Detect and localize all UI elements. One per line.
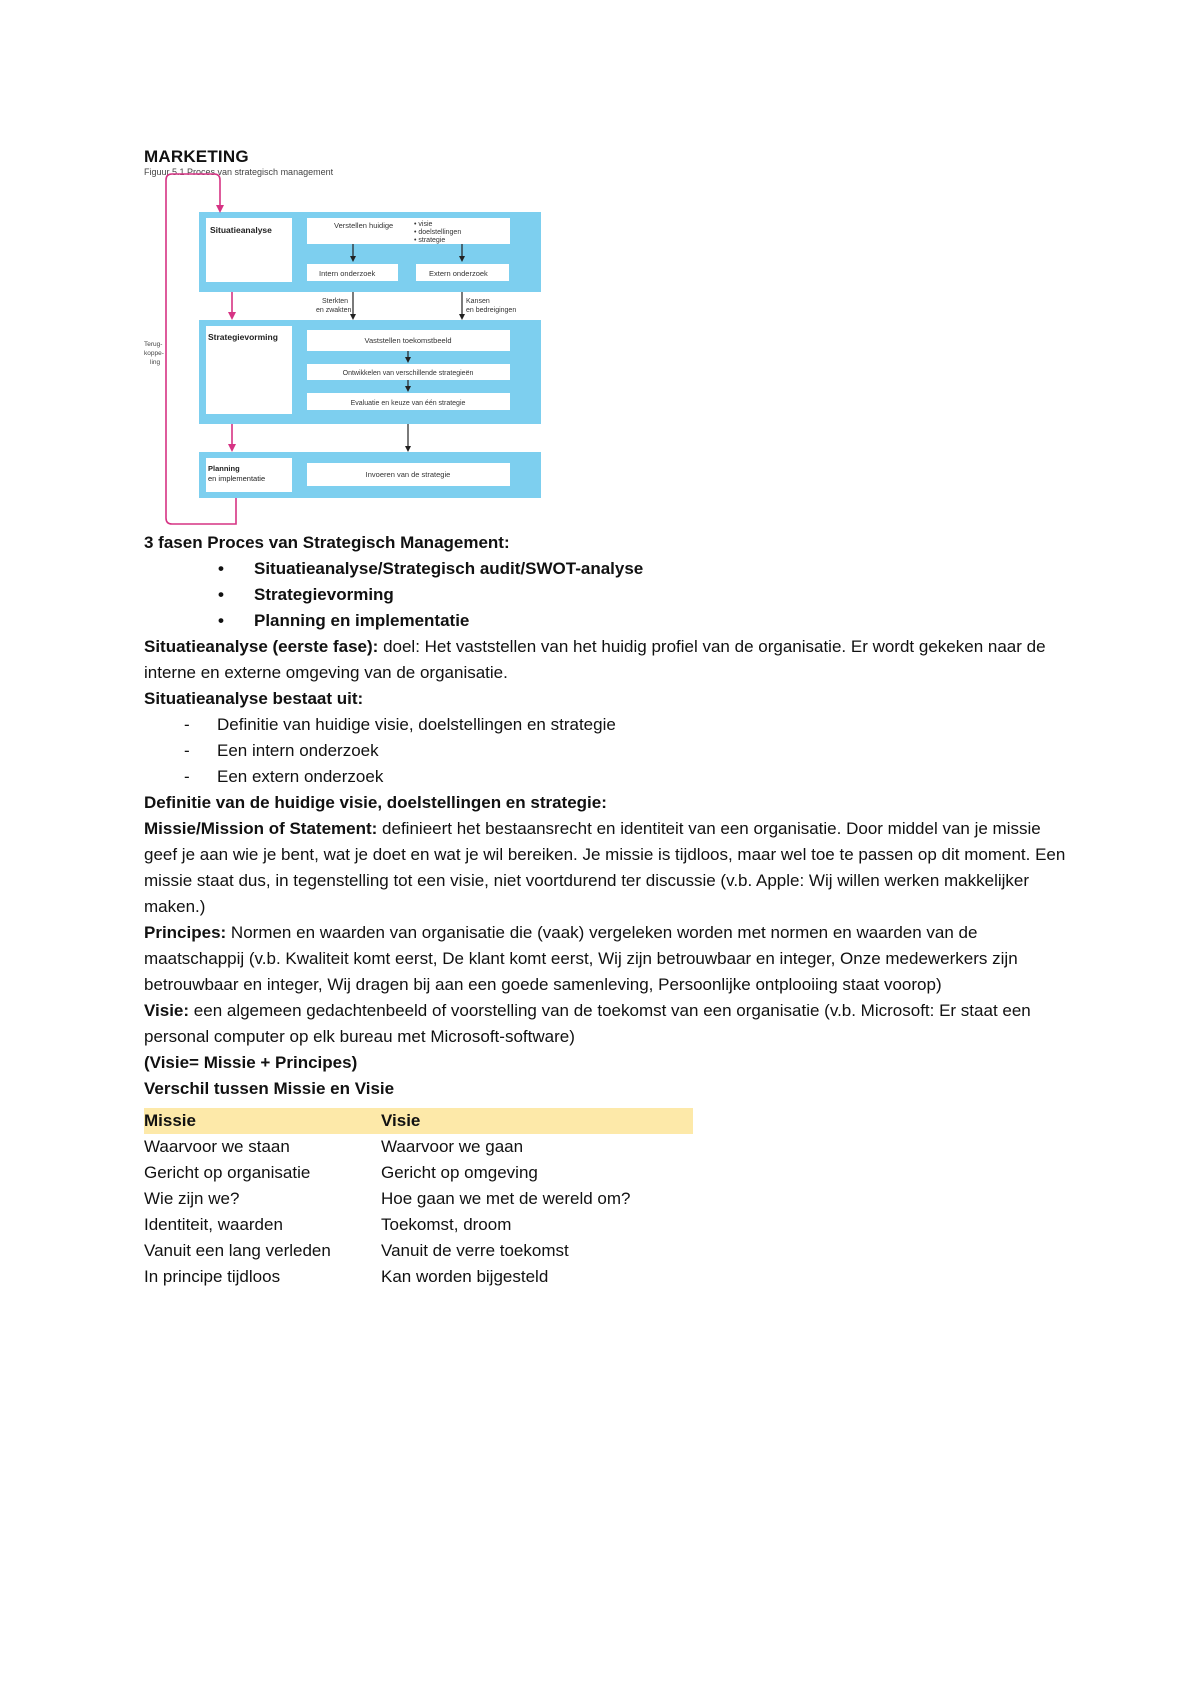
list-item: • Planning en implementatie bbox=[144, 608, 1074, 634]
box-item-strategie: • strategie bbox=[414, 237, 446, 244]
stage-situatieanalyse-label: Situatieanalyse bbox=[210, 225, 272, 235]
phases-list bbox=[144, 556, 1074, 634]
dash-icon: - bbox=[184, 767, 190, 786]
table-row: Wie zijn we? Hoe gaan we met de wereld om? bbox=[144, 1189, 631, 1208]
label-en-bedreigingen: en bedreigingen bbox=[466, 307, 517, 314]
stage-implementatie-label-line2: en implementatie bbox=[208, 474, 266, 483]
feedback-label-2: koppe- bbox=[144, 350, 164, 357]
components-heading: Situatieanalyse bestaat uit: bbox=[144, 689, 364, 708]
step-evaluatie-label: Evaluatie en keuze van één strategie bbox=[350, 400, 466, 407]
definitie-heading: Definitie van de huidige visie, doelstellingen en strategie: bbox=[144, 793, 607, 812]
figure-caption: Figuur 5.1 Proces van strategisch management bbox=[144, 167, 334, 177]
table-header-missie: Missie bbox=[144, 1108, 381, 1134]
feedback-label-3: ling bbox=[150, 359, 161, 366]
table-row: Gericht op organisatie Gericht op omgeving bbox=[144, 1163, 538, 1182]
list-item: - Een extern onderzoek bbox=[144, 764, 1074, 790]
feedback-label-1: Terug- bbox=[144, 341, 163, 348]
step-ontwikkelen-label: Ontwikkelen van verschillende strategieën bbox=[342, 370, 474, 377]
page-title: MARKETING bbox=[144, 147, 249, 166]
stage-strategievorming-label: Strategievorming bbox=[208, 332, 278, 342]
visie-paragraph: Visie: een algemeen gedachtenbeeld of voorstelling van de toekomst van een organisatie (v.b. Microsoft: Er staat een personal computer op elk bureau met Microsoft-software) bbox=[144, 1001, 1031, 1046]
table-header-visie: Visie bbox=[381, 1108, 693, 1134]
missie-paragraph: Missie/Mission of Statement: definieert het bestaansrecht en identiteit van een organisatie. Door middel van je missie geef je aan wie je bent, wat je doet en wat je wil bereiken. Je missie is tijdloos, maar wel toe te passen op dit moment. Een missie staat dus, in tegenstelling tot een visie, niet voortdurend ter discussie (v.b. Apple: Wij willen werken makkelijker maken.) bbox=[144, 819, 1066, 916]
dash-icon: - bbox=[184, 741, 190, 760]
bullet-icon: • bbox=[218, 585, 224, 604]
box-invoeren-label: Invoeren van de strategie bbox=[365, 470, 451, 479]
box-vaststellen-huidige-label: Verstellen huidige bbox=[334, 221, 394, 230]
missie-visie-table bbox=[144, 1108, 693, 1290]
bullet-icon: • bbox=[218, 559, 224, 578]
stage-implementatie-label-line1: Planning bbox=[208, 464, 240, 473]
table-row: Vanuit een lang verleden Vanuit de verre toekomst bbox=[144, 1241, 569, 1260]
list-item: - Een intern onderzoek bbox=[144, 738, 1074, 764]
bullet-icon: • bbox=[218, 611, 224, 630]
list-item: - Definitie van huidige visie, doelstellingen en strategie bbox=[144, 712, 1074, 738]
phases-heading: 3 fasen Proces van Strategisch Management: bbox=[144, 533, 510, 552]
label-sterkten: Sterkten bbox=[322, 298, 349, 305]
verschil-heading: Verschil tussen Missie en Visie bbox=[144, 1079, 395, 1098]
dash-icon: - bbox=[184, 715, 190, 734]
table-header-row bbox=[144, 1108, 693, 1134]
principes-paragraph: Principes: Normen en waarden van organisatie die (vaak) vergeleken worden met normen en waarden van de maatschappij (v.b. Kwaliteit komt eerst, De klant komt eerst, Wij zijn betrouwbaar en integer, Onze medewerkers zijn betrouwbaar en integer, Wij dragen bij aan een goede samenleving, Persoonlijke ontplooiing staat voorop) bbox=[144, 923, 1018, 994]
process-diagram bbox=[144, 166, 554, 528]
formula: (Visie= Missie + Principes) bbox=[144, 1053, 358, 1072]
step-toekomstbeeld-label: Vaststellen toekomstbeeld bbox=[364, 336, 452, 345]
box-extern-onderzoek-label: Extern onderzoek bbox=[429, 269, 488, 278]
table-row: In principe tijdloos Kan worden bijgesteld bbox=[144, 1267, 549, 1286]
label-kansen: Kansen bbox=[466, 298, 490, 305]
list-item: • Strategievorming bbox=[144, 582, 1074, 608]
box-item-visie: • visie bbox=[414, 221, 433, 228]
label-en-zwakten: en zwakten bbox=[316, 307, 352, 314]
situatieanalyse-paragraph: Situatieanalyse (eerste fase): doel: Het vaststellen van het huidig profiel van de organisatie. Er wordt gekeken naar de interne en externe omgeving van de organisatie. bbox=[144, 637, 1046, 682]
table-row: Waarvoor we staan Waarvoor we gaan bbox=[144, 1137, 524, 1156]
components-list bbox=[144, 712, 1074, 790]
box-item-doelstellingen: • doelstellingen bbox=[414, 229, 462, 236]
box-intern-onderzoek-label: Intern onderzoek bbox=[319, 269, 376, 278]
list-item: • Situatieanalyse/Strategisch audit/SWOT-analyse bbox=[144, 556, 1074, 582]
body-text bbox=[144, 530, 1074, 1290]
table-row: Identiteit, waarden Toekomst, droom bbox=[144, 1215, 512, 1234]
